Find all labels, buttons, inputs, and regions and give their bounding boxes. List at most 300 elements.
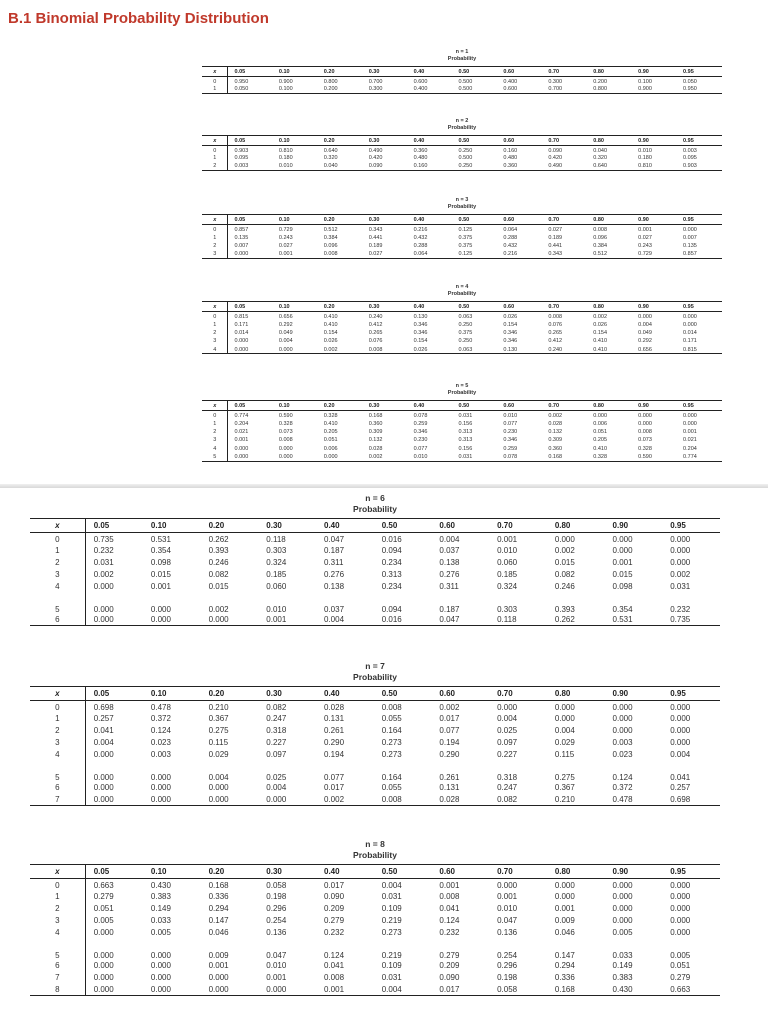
probability-cell: 0.004 [316,614,374,626]
probability-cell: 0.147 [208,916,229,925]
probability-cell: 0.118 [489,614,547,626]
probability-cell: 0.016 [374,614,432,626]
probability-cell: 0.000 [670,904,691,913]
probability-cell: 0.313 [458,437,473,444]
probability-header: 0.10 [273,215,318,225]
probability-header: 0.70 [542,67,587,77]
x-header: x [202,215,228,225]
probability-cell: 0.010 [266,604,287,614]
probability-cell: 0.010 [408,453,453,461]
probability-cell: 0.017 [324,783,345,792]
probability-cell: 0.118 [266,535,286,545]
probability-header: 0.10 [273,302,318,312]
probability-cell: 0.028 [431,794,489,806]
probability-cell: 0.000 [554,535,575,545]
probability-cell: 0.000 [93,750,114,759]
probability-header: 0.40 [408,67,453,77]
binomial-table [202,135,722,171]
probability-header: 0.70 [542,215,587,225]
probability-cell: 0.250 [458,338,473,345]
probability-cell: 0.051 [93,904,114,913]
probability-cell: 0.189 [548,234,563,241]
probability-cell: 0.346 [413,321,428,328]
probability-cell: 0.076 [368,338,383,345]
probability-cell: 0.025 [266,772,287,782]
probability-cell: 0.004 [381,881,402,891]
probability-cell: 0.000 [258,794,316,806]
table-row [202,329,722,337]
probability-cell: 0.031 [453,453,498,461]
probability-cell: 0.135 [683,242,697,249]
probability-header: 0.60 [431,519,489,533]
x-value: 6 [30,960,85,972]
probability-cell: 0.078 [497,453,542,461]
probability-cell: 0.500 [453,85,498,93]
probability-cell: 0.009 [554,916,575,925]
table-row [30,984,720,996]
probability-cell: 0.950 [677,85,722,93]
probability-header: 0.70 [489,865,547,879]
probability-cell: 0.015 [612,570,633,579]
probability-cell: 0.077 [439,726,460,735]
x-value: 4 [202,445,228,453]
probability-cell: 0.900 [278,79,293,86]
x-value: 0 [30,879,85,891]
probability-cell: 0.360 [413,148,428,155]
probability-cell: 0.410 [593,338,607,345]
probability-cell: 0.001 [258,614,316,626]
probability-cell: 0.480 [413,155,428,162]
probability-cell: 0.189 [368,242,383,249]
probability-cell: 0.001 [683,428,697,435]
probability-cell: 0.663 [93,881,114,891]
probability-cell: 0.360 [368,420,383,427]
probability-cell: 0.008 [593,227,607,234]
probability-cell: 0.234 [381,582,402,591]
probability-cell: 0.064 [408,250,453,258]
table-row [202,411,722,420]
probability-cell: 0.017 [324,881,345,891]
probability-cell: 0.729 [632,250,677,258]
probability-cell: 0.000 [143,794,201,806]
probability-cell: 0.372 [150,714,171,723]
binomial-table [202,301,722,354]
probability-cell: 0.000 [258,984,316,996]
probability-cell: 0.200 [593,79,607,86]
probability-cell: 0.027 [363,250,408,258]
binomial-table [30,864,720,996]
probability-cell: 0.000 [670,703,691,713]
probability-cell: 0.216 [497,250,542,258]
probability-cell: 0.001 [612,558,633,567]
table-row [202,162,722,170]
probability-cell: 0.216 [413,227,428,234]
x-value: 1 [202,85,228,93]
table-row [202,428,722,436]
probability-cell: 0.002 [316,794,374,806]
table-row [202,312,722,321]
probability-cell: 0.005 [150,928,171,937]
probability-cell: 0.410 [323,321,338,328]
probability-cell: 0.008 [638,428,652,435]
probability-cell: 0.276 [439,570,460,579]
x-value: 4 [202,346,228,354]
table-n-label: n = 2 [455,118,469,124]
probability-cell: 0.000 [497,703,518,713]
x-value: 3 [30,915,85,927]
probability-cell: 0.000 [228,250,273,258]
probability-cell: 0.000 [683,413,697,420]
probability-cell: 0.010 [503,413,518,420]
probability-header: 0.90 [605,865,663,879]
probability-cell: 0.000 [638,420,652,427]
probability-cell: 0.010 [497,546,518,555]
probability-cell: 0.002 [439,703,460,713]
probability-cell: 0.000 [150,772,171,782]
probability-cell: 0.600 [413,79,428,86]
probability-cell: 0.131 [439,783,460,792]
probability-cell: 0.055 [381,714,402,723]
table-n-label: n = 5 [455,383,469,389]
probability-cell: 0.000 [670,738,691,747]
probability-cell: 0.273 [381,928,402,937]
probability-cell: 0.005 [612,928,633,937]
probability-header: 0.30 [363,67,408,77]
probability-header: 0.50 [453,215,498,225]
probability-cell: 0.000 [150,950,171,960]
probability-cell: 0.000 [497,881,518,891]
probability-cell: 0.001 [316,984,374,996]
probability-cell: 0.412 [548,338,563,345]
probability-header: 0.80 [587,401,632,411]
probability-header: 0.30 [363,136,408,146]
probability-cell: 0.000 [612,535,633,545]
probability-cell: 0.031 [93,558,114,567]
probability-header: 0.70 [542,401,587,411]
probability-cell: 0.219 [381,950,402,960]
probability-cell: 0.279 [324,916,345,925]
probability-cell: 0.234 [381,558,402,567]
probability-cell: 0.023 [150,738,171,747]
probability-cell: 0.000 [638,413,652,420]
probability-cell: 0.311 [439,582,459,591]
x-header: x [30,519,85,533]
probability-cell: 0.124 [150,726,171,735]
probability-cell: 0.279 [439,950,460,960]
probability-cell: 0.010 [638,148,652,155]
probability-cell: 0.050 [683,79,697,86]
probability-cell: 0.205 [323,428,338,435]
probability-cell: 0.000 [612,703,633,713]
probability-cell: 0.000 [612,726,633,735]
probability-cell: 0.478 [605,794,663,806]
probability-header: 0.20 [318,401,363,411]
probability-cell: 0.698 [93,703,114,713]
probability-cell: 0.000 [228,453,273,461]
probability-cell: 0.246 [554,582,575,591]
probability-cell: 0.031 [381,973,402,982]
probability-cell: 0.336 [554,973,575,982]
probability-cell: 0.000 [93,582,114,591]
probability-cell: 0.130 [413,314,428,321]
probability-cell: 0.383 [612,973,633,982]
probability-cell: 0.125 [453,250,498,258]
x-value: 0 [202,146,228,155]
x-value: 5 [202,453,228,461]
probability-cell: 0.136 [266,928,287,937]
x-value: 5 [30,939,85,960]
probability-header: 0.05 [228,136,273,146]
binomial-table [30,686,720,806]
probability-cell: 0.041 [439,904,460,913]
probability-cell: 0.303 [497,604,518,614]
probability-cell: 0.200 [318,85,363,93]
table-probability-label: Probability [447,291,477,297]
x-value: 0 [30,701,85,713]
probability-header: 0.90 [632,215,677,225]
probability-cell: 0.168 [368,413,383,420]
probability-cell: 0.393 [208,546,229,555]
probability-header: 0.50 [374,519,432,533]
probability-cell: 0.028 [324,703,345,713]
section-divider [0,484,768,488]
probability-cell: 0.001 [208,961,229,970]
probability-cell: 0.008 [363,346,408,354]
probability-header: 0.20 [318,136,363,146]
probability-cell: 0.205 [593,437,607,444]
probability-header: 0.60 [431,687,489,701]
x-value: 2 [202,329,228,337]
probability-cell: 0.001 [497,892,518,901]
probability-cell: 0.000 [612,916,633,925]
probability-cell: 0.279 [93,892,114,901]
table-row [30,891,720,903]
probability-cell: 0.097 [497,738,518,747]
probability-cell: 0.000 [278,445,293,452]
probability-cell: 0.131 [324,714,345,723]
probability-cell: 0.420 [368,155,383,162]
probability-cell: 0.033 [150,916,171,925]
table-probability-label: Probability [447,56,477,62]
table-n-label: n = 6 [365,493,385,503]
probability-cell: 0.168 [208,881,229,891]
probability-header: 0.50 [453,136,498,146]
table-row [30,972,720,984]
probability-cell: 0.004 [266,783,287,792]
probability-cell: 0.046 [208,928,229,937]
probability-cell: 0.000 [612,546,633,555]
probability-cell: 0.000 [593,413,607,420]
probability-cell: 0.004 [374,984,432,996]
probability-cell: 0.000 [554,881,575,891]
table-row [202,233,722,241]
probability-cell: 0.000 [612,881,633,891]
table-row [30,903,720,915]
probability-cell: 0.903 [677,162,722,170]
probability-cell: 0.055 [381,783,402,792]
table-n-label: n = 8 [365,839,385,849]
probability-cell: 0.041 [93,726,114,735]
probability-cell: 0.531 [150,535,171,545]
probability-cell: 0.204 [234,420,249,427]
probability-header: 0.80 [587,215,632,225]
x-value: 4 [30,927,85,939]
probability-cell: 0.027 [638,234,652,241]
probability-cell: 0.198 [266,892,287,901]
probability-cell: 0.098 [612,582,633,591]
probability-cell: 0.000 [93,961,114,970]
x-value: 8 [30,984,85,996]
table-row [30,581,720,593]
probability-cell: 0.311 [324,558,344,567]
table-row [30,794,720,806]
probability-cell: 0.375 [458,234,473,241]
x-header: x [202,136,228,146]
probability-cell: 0.154 [503,321,518,328]
probability-cell: 0.015 [208,582,229,591]
probability-cell: 0.004 [554,726,575,735]
probability-cell: 0.600 [497,85,542,93]
probability-cell: 0.125 [458,227,473,234]
probability-cell: 0.160 [503,148,518,155]
probability-cell: 0.015 [150,570,171,579]
probability-cell: 0.082 [489,794,547,806]
probability-cell: 0.138 [324,582,345,591]
probability-cell: 0.410 [593,445,607,452]
probability-cell: 0.095 [234,155,249,162]
probability-cell: 0.007 [683,234,697,241]
probability-cell: 0.384 [323,234,338,241]
probability-cell: 0.288 [503,234,518,241]
probability-cell: 0.336 [208,892,229,901]
probability-cell: 0.090 [324,892,345,901]
probability-header: 0.40 [408,215,453,225]
binomial-table [30,518,720,626]
x-value: 3 [202,436,228,444]
probability-header: 0.30 [258,687,316,701]
table-row [30,737,720,749]
x-value: 0 [202,411,228,420]
probability-cell: 0.171 [234,321,249,328]
probability-cell: 0.259 [413,420,428,427]
probability-header: 0.60 [497,67,542,77]
table-probability-label: Probability [447,390,477,396]
probability-cell: 0.095 [683,155,697,162]
probability-header: 0.05 [228,401,273,411]
probability-cell: 0.209 [324,904,345,913]
table-row [30,960,720,972]
table-n-label: n = 1 [455,49,469,55]
x-value: 4 [30,581,85,593]
probability-cell: 0.001 [273,250,318,258]
probability-header: 0.95 [677,215,722,225]
probability-cell: 0.000 [234,338,249,345]
probability-cell: 0.000 [234,445,249,452]
x-value: 3 [30,569,85,581]
probability-cell: 0.000 [93,783,114,792]
probability-header: 0.60 [431,865,489,879]
probability-cell: 0.232 [670,604,691,614]
probability-cell: 0.008 [381,703,402,713]
probability-cell: 0.016 [381,535,402,545]
probability-cell: 0.004 [208,772,229,782]
probability-header: 0.30 [363,215,408,225]
probability-header: 0.50 [453,67,498,77]
probability-header: 0.60 [497,136,542,146]
probability-cell: 0.313 [458,428,473,435]
probability-cell: 0.000 [150,973,171,982]
probability-cell: 0.383 [150,892,171,901]
probability-header: 0.50 [453,302,498,312]
probability-cell: 0.132 [368,437,383,444]
probability-cell: 0.090 [363,162,408,170]
probability-cell: 0.050 [228,85,273,93]
table-row [202,453,722,461]
table-row [202,346,722,354]
probability-header: 0.95 [662,687,720,701]
table-row [202,436,722,444]
probability-header: 0.90 [632,302,677,312]
table-row [202,225,722,234]
probability-header: 0.40 [408,136,453,146]
probability-cell: 0.033 [612,950,633,960]
probability-cell: 0.441 [548,242,563,249]
probability-cell: 0.004 [497,714,518,723]
x-value: 1 [30,545,85,557]
x-value: 0 [202,312,228,321]
probability-cell: 0.729 [278,227,293,234]
x-value: 1 [202,233,228,241]
probability-cell: 0.857 [677,250,722,258]
probability-cell: 0.000 [143,984,201,996]
probability-cell: 0.094 [381,604,402,614]
probability-cell: 0.410 [323,314,338,321]
probability-cell: 0.003 [683,148,697,155]
probability-cell: 0.028 [368,445,383,452]
probability-cell: 0.014 [683,329,697,336]
probability-cell: 0.000 [318,453,363,461]
probability-cell: 0.000 [670,881,691,891]
probability-cell: 0.375 [458,242,473,249]
probability-cell: 0.254 [497,950,518,960]
probability-cell: 0.640 [587,162,632,170]
table-row [30,569,720,581]
table-n-label: n = 4 [455,284,469,290]
probability-cell: 0.656 [632,346,677,354]
x-value: 2 [202,242,228,250]
probability-cell: 0.082 [208,570,229,579]
probability-cell: 0.051 [593,428,607,435]
probability-cell: 0.375 [458,329,473,336]
probability-header: 0.70 [489,519,547,533]
probability-cell: 0.247 [266,714,287,723]
probability-cell: 0.027 [278,242,293,249]
x-value: 0 [30,533,85,545]
probability-cell: 0.512 [587,250,632,258]
probability-cell: 0.490 [542,162,587,170]
probability-cell: 0.360 [497,162,542,170]
probability-header: 0.10 [143,687,201,701]
probability-cell: 0.232 [93,546,114,555]
x-header: x [30,687,85,701]
probability-cell: 0.360 [548,445,563,452]
probability-header: 0.20 [201,865,259,879]
probability-header: 0.80 [547,865,605,879]
probability-cell: 0.004 [439,535,460,545]
probability-cell: 0.265 [548,329,563,336]
table-probability-label: Probability [353,504,397,514]
probability-cell: 0.290 [439,750,460,759]
